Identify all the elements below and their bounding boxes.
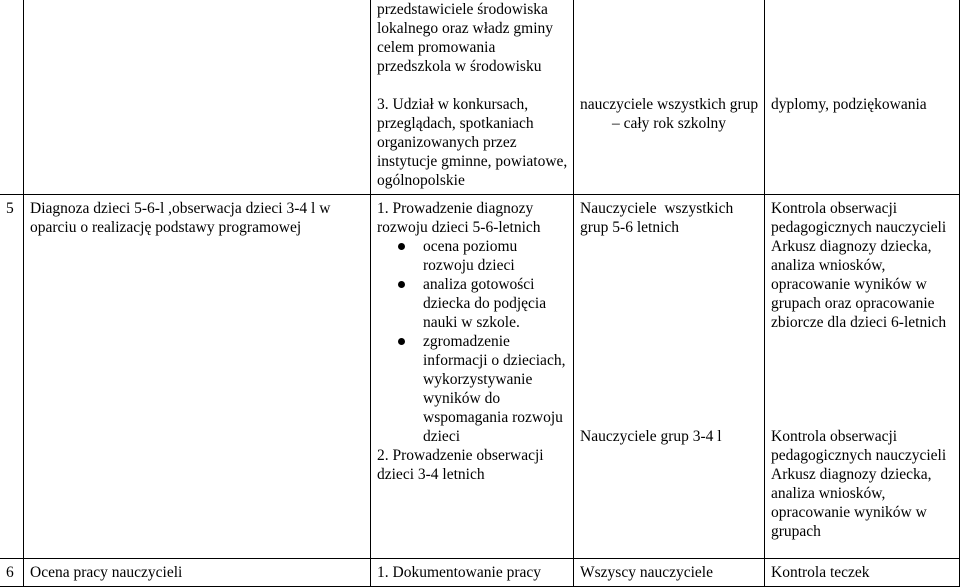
responsible-cell bbox=[574, 559, 765, 587]
text-line: grupach bbox=[771, 523, 821, 540]
list-item bbox=[377, 237, 567, 275]
text-line: celem promowania bbox=[377, 39, 496, 56]
text-line: rozwoju dzieci bbox=[423, 257, 515, 274]
text-line: Wszyscy nauczyciele bbox=[580, 564, 713, 581]
text-line: pedagogicznych nauczycieli bbox=[771, 219, 947, 236]
text-line: analiza wniosków, bbox=[771, 485, 886, 502]
evaluation-cell bbox=[765, 195, 960, 559]
text-line: przeglądach, spotkaniach bbox=[377, 115, 534, 132]
text-line: Kontrola obserwacji bbox=[771, 200, 898, 217]
text-line: oparciu o realizację podstawy programowej bbox=[30, 219, 302, 236]
text-line: opracowanie wyników w bbox=[771, 504, 927, 521]
text-line: wykorzystywanie bbox=[423, 371, 533, 388]
text-line: Ocena pracy nauczycieli bbox=[30, 564, 183, 581]
row-number: 5 bbox=[6, 200, 14, 217]
text-line: ogólnopolskie bbox=[377, 172, 465, 189]
text-line: Kontrola teczek bbox=[771, 564, 870, 581]
text-line: opracowanie wyników w bbox=[771, 276, 927, 293]
topic-cell bbox=[24, 195, 371, 559]
text-line: Nauczyciele grup 3-4 l bbox=[580, 428, 722, 445]
bullet-icon bbox=[398, 243, 405, 250]
row-number-cell bbox=[0, 195, 24, 559]
text-line: 1. Dokumentowanie pracy bbox=[377, 564, 541, 581]
bullet-icon bbox=[398, 281, 405, 288]
text-line: instytucje gminne, powiatowe, bbox=[377, 153, 568, 170]
row-number-cell bbox=[0, 559, 24, 587]
text-line: Kontrola obserwacji bbox=[771, 428, 898, 445]
tasks-cell bbox=[371, 0, 574, 195]
text-line: wyników do bbox=[423, 390, 501, 407]
bullet-icon bbox=[398, 338, 405, 345]
text-line: przedszkola w środowisku bbox=[377, 58, 542, 75]
text-line: nauczyciele wszystkich grup bbox=[580, 96, 759, 113]
text-line: dyplomy, podziękowania bbox=[771, 96, 927, 113]
text-line: dziecka do podjęcia bbox=[423, 295, 547, 312]
text-line: analiza gotowości bbox=[423, 276, 535, 293]
responsible-cell bbox=[574, 0, 765, 195]
tasks-cell bbox=[371, 559, 574, 587]
responsible-cell bbox=[574, 195, 765, 559]
text-line: rozwoju dzieci 5-6-letnich bbox=[377, 219, 541, 236]
text-line: wspomagania rozwoju bbox=[423, 409, 563, 426]
text-line: zbiorcze dla dzieci 6-letnich bbox=[771, 314, 947, 331]
text-line: zgromadzenie bbox=[423, 333, 510, 350]
text-line: analiza wniosków, bbox=[771, 257, 886, 274]
text-line: grup 5-6 letnich bbox=[580, 219, 680, 236]
row-number-cell bbox=[0, 0, 24, 195]
tasks-cell bbox=[371, 195, 574, 559]
bullet-list bbox=[377, 237, 567, 446]
text-line: Diagnoza dzieci 5-6-l ,obserwacja dzieci 3-4 l w bbox=[30, 200, 331, 217]
evaluation-cell bbox=[765, 559, 960, 587]
text-line: grupach oraz opracowanie bbox=[771, 295, 935, 312]
topic-cell bbox=[24, 0, 371, 195]
text-line: dzieci 3-4 letnich bbox=[377, 466, 485, 483]
table-row bbox=[0, 0, 960, 195]
list-item bbox=[377, 275, 567, 332]
list-item bbox=[377, 332, 567, 446]
text-line: Arkusz diagnozy dziecka, bbox=[771, 238, 932, 255]
text-line: Arkusz diagnozy dziecka, bbox=[771, 466, 932, 483]
text-line: Nauczyciele wszystkich bbox=[580, 200, 734, 217]
evaluation-cell bbox=[765, 0, 960, 195]
text-line: przedstawiciele środowiska bbox=[377, 1, 548, 18]
text-line: 2. Prowadzenie obserwacji bbox=[377, 447, 544, 464]
text-line: – cały rok szkolny bbox=[611, 115, 727, 132]
row-number: 6 bbox=[6, 564, 14, 581]
text-line: 3. Udział w konkursach, bbox=[377, 96, 529, 113]
text-line: nauki w szkole. bbox=[423, 314, 520, 331]
text-line: ocena poziomu bbox=[423, 238, 518, 255]
text-line: dzieci bbox=[423, 428, 461, 445]
topic-cell bbox=[24, 559, 371, 587]
text-line: organizowanych przez bbox=[377, 134, 517, 151]
table-row bbox=[0, 559, 960, 587]
text-line: lokalnego oraz władz gminy bbox=[377, 20, 554, 37]
text-line: 1. Prowadzenie diagnozy bbox=[377, 200, 534, 217]
table-row bbox=[0, 195, 960, 559]
text-line: pedagogicznych nauczycieli bbox=[771, 447, 947, 464]
text-line: informacji o dzieciach, bbox=[423, 352, 566, 369]
